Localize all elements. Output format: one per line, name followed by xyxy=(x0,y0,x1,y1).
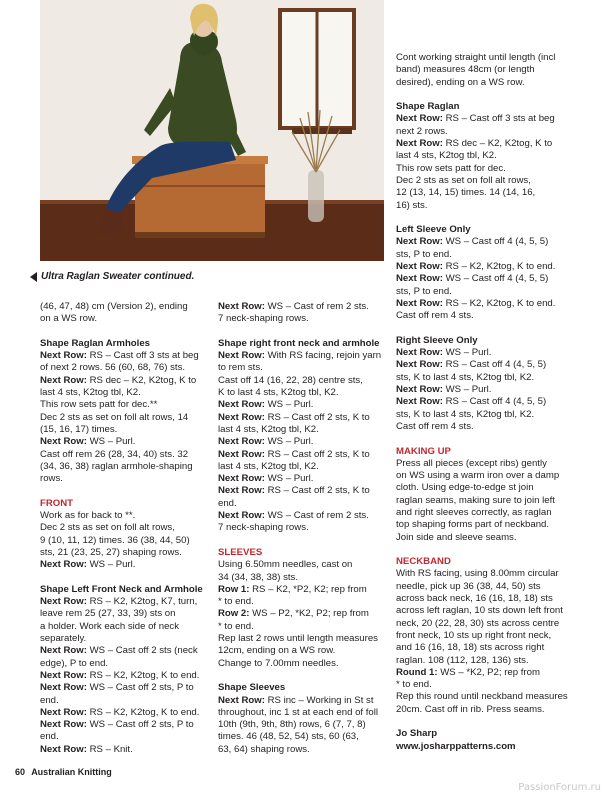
text-line xyxy=(218,350,390,362)
row-text: RS – Cast off 4 (4, 5, 5) xyxy=(442,359,547,371)
row-text: Dec 2 sts as set on foll alt rows, xyxy=(396,174,531,186)
row-text: a holder. Work each side of neck xyxy=(40,620,180,632)
row-text: 7 neck-shaping rows. xyxy=(218,522,309,534)
row-text: edge), P to end. xyxy=(40,657,109,669)
text-line xyxy=(218,424,390,436)
row-text: WS – Purl. xyxy=(264,436,314,448)
row-text: RS – Cast off 2 sts, K to xyxy=(264,448,370,460)
row-label: Next Row: xyxy=(396,138,443,150)
text-line xyxy=(40,436,212,448)
row-label: Row 1: xyxy=(218,583,250,595)
text-line xyxy=(396,507,576,519)
row-label: Next Row: xyxy=(40,669,87,681)
row-text: 63, 64) shaping rows. xyxy=(218,743,310,755)
row-text: WS – Cast off 4 (4, 5, 5) xyxy=(442,273,549,285)
section-heading: Left Sleeve Only xyxy=(396,224,471,236)
text-line xyxy=(40,375,212,387)
row-label: Next Row: xyxy=(218,350,265,362)
text-line xyxy=(218,596,390,608)
row-text: Press all pieces (except ribs) gently xyxy=(396,457,547,469)
text-line xyxy=(40,313,212,325)
row-text: WS – Cast off 2 sts (neck xyxy=(86,645,198,657)
text-line xyxy=(40,461,212,473)
row-text: (15, 16, 17) times. xyxy=(40,423,118,435)
row-text: Rep last 2 rows until length measures xyxy=(218,633,378,645)
text-line xyxy=(396,618,576,630)
row-text: RS – Knit. xyxy=(86,743,133,755)
row-text: Rep this round until neckband measures xyxy=(396,691,568,703)
text-line xyxy=(218,436,390,448)
row-label: Next Row: xyxy=(218,411,265,423)
row-text: last 4 sts, K2tog tbl, K2. xyxy=(396,150,497,162)
row-text: Work as for back to **. xyxy=(40,510,136,522)
section-heading: Shape Left Front Neck and Armhole xyxy=(40,583,203,595)
text-line xyxy=(40,522,212,534)
paragraph-gap xyxy=(396,323,576,335)
row-text: sts, 21 (23, 25, 27) shaping rows. xyxy=(40,546,182,558)
section-heading: Shape right front neck and armhole xyxy=(218,337,380,349)
paragraph-gap xyxy=(396,89,576,101)
row-text: Using 6.50mm needles, cast on xyxy=(218,559,353,571)
row-label: Next Row: xyxy=(396,297,443,309)
paragraph-gap xyxy=(396,433,576,445)
section-heading: www.josharppatterns.com xyxy=(396,740,516,752)
text-line xyxy=(396,593,576,605)
section-title: NECKBAND xyxy=(396,556,451,568)
text-line xyxy=(218,399,390,411)
row-text: raglan. 108 (112, 128, 136) sts. xyxy=(396,654,529,666)
row-text: end. xyxy=(218,497,237,509)
row-text: * to end. xyxy=(396,679,432,691)
text-line xyxy=(40,645,212,657)
row-text: 16) sts. xyxy=(396,199,428,211)
text-line xyxy=(396,372,576,384)
text-line xyxy=(40,473,212,485)
text-line xyxy=(396,347,576,359)
text-line xyxy=(40,387,212,399)
row-label: Next Row: xyxy=(396,347,443,359)
row-text: band) measures 48cm (or length xyxy=(396,64,535,76)
row-text: Cont working straight until length (incl xyxy=(396,52,556,63)
magazine-name: Australian Knitting xyxy=(31,767,112,777)
row-label: Next Row: xyxy=(396,261,443,273)
text-line xyxy=(396,236,576,248)
row-text: WS – Purl. xyxy=(442,347,492,359)
text-line xyxy=(40,596,212,608)
text-line xyxy=(396,175,576,187)
row-label: Round 1: xyxy=(396,666,438,678)
row-text: (46, 47, 48) cm (Version 2), ending xyxy=(40,301,188,312)
paragraph-gap xyxy=(40,485,212,497)
text-line xyxy=(218,301,390,313)
text-line xyxy=(218,695,390,707)
row-text: top shaping forms part of neckband. xyxy=(396,519,550,531)
text-line xyxy=(396,421,576,433)
text-line xyxy=(40,658,212,670)
text-line xyxy=(40,510,212,522)
row-text: (34, 36, 38) raglan armhole-shaping xyxy=(40,460,193,472)
row-text: 20cm. Cast off in rib. Press seams. xyxy=(396,703,545,715)
text-line xyxy=(218,572,390,584)
text-line xyxy=(218,633,390,645)
row-label: Next Row: xyxy=(218,694,265,706)
row-text: RS – Cast off 2 sts, K to xyxy=(264,411,370,423)
row-label: Next Row: xyxy=(40,596,87,608)
row-text: end. xyxy=(40,731,59,743)
row-text: WS – Purl. xyxy=(442,384,492,396)
row-text: WS – Cast of rem 2 sts. xyxy=(264,510,369,522)
row-text: on WS using a warm iron over a damp xyxy=(396,470,560,482)
row-text: sts, K to last 4 sts, K2tog tbl, K2. xyxy=(396,371,535,383)
row-text: RS – Cast off 3 sts at beg xyxy=(86,350,199,362)
section-title: FRONT xyxy=(40,497,74,509)
row-text: WS – *K2, P2; rep from xyxy=(437,666,540,678)
text-line xyxy=(396,679,576,691)
row-text: RS – K2, *P2, K2; rep from xyxy=(249,583,367,595)
text-line xyxy=(40,350,212,362)
row-label: Next Row: xyxy=(396,236,443,248)
row-text: next 2 rows. xyxy=(396,125,448,137)
hero-photo xyxy=(40,0,384,261)
row-text: This row sets patt for dec.** xyxy=(40,399,158,411)
row-text: RS dec – K2, K2tog, K to xyxy=(86,374,197,386)
text-line xyxy=(40,535,212,547)
text-line xyxy=(218,473,390,485)
text-line xyxy=(218,375,390,387)
row-text: raglan seams, making sure to join left xyxy=(396,494,555,506)
row-text: * to end. xyxy=(218,596,254,608)
row-text: times. 46 (48, 52, 54) sts, 60 (63, xyxy=(218,731,359,743)
text-line xyxy=(396,200,576,212)
text-line xyxy=(218,510,390,522)
text-line xyxy=(396,286,576,298)
text-line xyxy=(218,621,390,633)
row-label: Row 2: xyxy=(218,608,250,620)
text-line xyxy=(40,362,212,374)
section-title: SLEEVES xyxy=(218,546,263,558)
row-text: Cast off rem 4 sts. xyxy=(396,420,474,432)
row-label: Next Row: xyxy=(40,743,87,755)
row-text: Change to 7.00mm needles. xyxy=(218,657,339,669)
text-line xyxy=(40,399,212,411)
row-label: Next Row: xyxy=(218,510,265,522)
text-line xyxy=(40,449,212,461)
row-text: throughout, inc 1 st at each end of foll xyxy=(218,706,379,718)
row-text: 10th (9th, 9th, 8th) rows, 6 (7, 7, 8) xyxy=(218,719,366,731)
text-line xyxy=(40,301,212,313)
row-text: and right sleeves correctly, as raglan xyxy=(396,506,552,518)
row-text: RS – K2, K2tog, K to end. xyxy=(442,261,556,273)
paragraph-gap xyxy=(218,535,390,547)
text-line xyxy=(396,126,576,138)
row-text: sts, P to end. xyxy=(396,248,452,260)
text-line xyxy=(218,522,390,534)
text-line xyxy=(218,719,390,731)
row-text: to rem sts. xyxy=(218,362,263,374)
paragraph-gap xyxy=(218,670,390,682)
text-line xyxy=(396,64,576,76)
page-number: 60 xyxy=(15,767,26,777)
paragraph-gap xyxy=(40,326,212,338)
text-line xyxy=(396,704,576,716)
row-text: 7 neck-shaping rows. xyxy=(218,313,309,325)
row-text: WS – Purl. xyxy=(264,399,314,411)
text-line xyxy=(396,150,576,162)
row-label: Next Row: xyxy=(40,350,87,362)
text-line xyxy=(396,310,576,322)
text-line xyxy=(40,744,212,756)
photo-illustration xyxy=(40,0,384,261)
text-line xyxy=(218,387,390,399)
row-label: Next Row: xyxy=(396,273,443,285)
row-text: 12cm, ending on a WS row. xyxy=(218,645,336,657)
row-text: RS dec – K2, K2tog, K to xyxy=(442,138,553,150)
row-text: Cast off rem 4 sts. xyxy=(396,310,474,322)
text-line xyxy=(40,633,212,645)
paragraph-gap xyxy=(396,212,576,224)
paragraph-gap xyxy=(396,544,576,556)
row-label: Next Row: xyxy=(218,436,265,448)
text-line xyxy=(40,621,212,633)
row-text: WS – Cast off 4 (4, 5, 5) xyxy=(442,236,549,248)
row-text: Cast off rem 26 (28, 34, 40) sts. 32 xyxy=(40,448,189,460)
text-line xyxy=(40,731,212,743)
row-text: WS – Cast off 2 sts, P to xyxy=(86,682,194,694)
text-line xyxy=(396,568,576,580)
text-line xyxy=(396,273,576,285)
row-label: Next Row: xyxy=(396,396,443,408)
row-text: This row sets patt for dec. xyxy=(396,162,506,174)
text-line xyxy=(40,424,212,436)
row-text: rows. xyxy=(40,473,63,485)
row-text: 34 (34, 38, 38) sts. xyxy=(218,571,298,583)
row-text: front neck, 10 sts up right front neck, xyxy=(396,629,552,641)
row-text: * to end. xyxy=(218,620,254,632)
row-label: Next Row: xyxy=(40,559,87,571)
text-line xyxy=(218,313,390,325)
text-line xyxy=(218,707,390,719)
row-text: RS inc – Working in St st xyxy=(264,694,374,706)
text-line xyxy=(396,77,576,89)
row-text: RS – Cast off 4 (4, 5, 5) xyxy=(442,396,547,408)
row-text: RS – Cast off 3 sts at beg xyxy=(442,113,555,125)
paragraph-gap xyxy=(396,716,576,728)
text-line xyxy=(396,138,576,150)
row-text: of next 2 rows. 56 (60, 68, 76) sts. xyxy=(40,362,186,374)
text-line xyxy=(396,642,576,654)
row-text: desired), ending on a WS row. xyxy=(396,76,525,88)
text-line xyxy=(40,547,212,559)
row-label: Next Row: xyxy=(218,399,265,411)
text-line xyxy=(218,645,390,657)
row-text: end. xyxy=(40,694,59,706)
text-line xyxy=(396,384,576,396)
row-label: Next Row: xyxy=(40,682,87,694)
row-label: Next Row: xyxy=(218,473,265,485)
caption-arrow-icon xyxy=(30,272,37,282)
text-line xyxy=(396,359,576,371)
row-text: 9 (10, 11, 12) times. 36 (38, 44, 50) xyxy=(40,534,190,546)
row-text: needle, pick up 36 (38, 44, 50) sts xyxy=(396,580,541,592)
row-label: Next Row: xyxy=(218,485,265,497)
row-text: cloth. Using edge-to-edge st join xyxy=(396,482,534,494)
row-text: With RS facing, using 8.00mm circular xyxy=(396,568,559,580)
text-line xyxy=(396,163,576,175)
text-line xyxy=(396,630,576,642)
row-text: WS – P2, *K2, P2; rep from xyxy=(249,608,369,620)
row-label: Next Row: xyxy=(396,113,443,125)
row-text: last 4 sts, K2tog tbl, K2. xyxy=(218,423,319,435)
row-text: Dec 2 sts as set on foll alt rows, 14 xyxy=(40,411,189,423)
text-line xyxy=(396,667,576,679)
text-line xyxy=(396,52,576,64)
text-line xyxy=(396,187,576,199)
row-label: Next Row: xyxy=(40,436,87,448)
row-text: WS – Purl. xyxy=(86,559,136,571)
page-footer xyxy=(15,767,112,777)
text-line xyxy=(396,691,576,703)
section-heading: Shape Raglan Armholes xyxy=(40,337,150,349)
row-text: K to last 4 sts, K2tog tbl, K2. xyxy=(218,387,339,399)
text-line xyxy=(40,412,212,424)
text-line xyxy=(40,559,212,571)
text-line xyxy=(218,485,390,497)
row-text: across left raglan, 10 sts down left front xyxy=(396,605,563,617)
text-line xyxy=(40,670,212,682)
section-heading: Right Sleeve Only xyxy=(396,334,478,346)
text-line xyxy=(396,298,576,310)
text-line xyxy=(396,470,576,482)
text-line xyxy=(218,412,390,424)
row-text: and 16 (16, 18, 18) sts across right xyxy=(396,642,545,654)
text-line xyxy=(396,249,576,261)
row-label: Next Row: xyxy=(396,359,443,371)
caption-text: Ultra Raglan Sweater continued. xyxy=(41,271,195,282)
text-line xyxy=(40,695,212,707)
row-text: last 4 sts, K2tog tbl, K2. xyxy=(40,387,141,399)
text-line xyxy=(396,261,576,273)
row-label: Next Row: xyxy=(40,374,87,386)
row-text: RS – K2, K2tog, K7, turn, xyxy=(86,596,198,608)
text-line xyxy=(396,409,576,421)
row-text: WS – Purl. xyxy=(86,436,136,448)
row-text: RS – K2, K2tog, K to end. xyxy=(86,706,200,718)
row-text: RS – K2, K2tog, K to end. xyxy=(86,669,200,681)
text-line xyxy=(40,707,212,719)
text-line xyxy=(218,608,390,620)
row-text: across back neck, 16 (16, 18, 18) sts xyxy=(396,593,553,605)
section-heading: Shape Sleeves xyxy=(218,682,286,694)
text-line xyxy=(218,461,390,473)
paragraph-gap xyxy=(40,572,212,584)
text-line xyxy=(40,682,212,694)
text-line xyxy=(396,458,576,470)
text-line xyxy=(396,482,576,494)
text-line xyxy=(218,584,390,596)
row-label: Next Row: xyxy=(40,706,87,718)
text-line xyxy=(40,719,212,731)
section-heading: Shape Raglan xyxy=(396,101,460,113)
text-line xyxy=(396,113,576,125)
text-line xyxy=(396,581,576,593)
column-1 xyxy=(40,301,212,756)
row-text: 12 (13, 14, 15) times. 14 (14, 16, xyxy=(396,187,536,199)
watermark: PassionForum.ru xyxy=(518,782,601,793)
row-text: last 4 sts, K2tog tbl, K2. xyxy=(218,460,319,472)
text-line xyxy=(218,731,390,743)
row-text: Cast off 14 (16, 22, 28) centre sts, xyxy=(218,374,363,386)
column-2 xyxy=(218,301,390,756)
row-text: Dec 2 sts as set on foll alt rows, xyxy=(40,522,175,534)
text-line xyxy=(396,655,576,667)
text-line xyxy=(218,449,390,461)
photo-caption xyxy=(30,271,194,282)
text-line xyxy=(396,495,576,507)
row-label: Next Row: xyxy=(218,301,265,312)
text-line xyxy=(396,532,576,544)
text-line xyxy=(218,658,390,670)
text-line xyxy=(396,605,576,617)
row-text: WS – Purl. xyxy=(264,473,314,485)
row-text: neck, 20 (22, 28, 30) sts across centre xyxy=(396,617,560,629)
row-text: sts, K to last 4 sts, K2tog tbl, K2. xyxy=(396,408,535,420)
text-line xyxy=(218,498,390,510)
row-label: Next Row: xyxy=(218,448,265,460)
row-label: Next Row: xyxy=(40,719,87,731)
row-text: separately. xyxy=(40,633,87,645)
text-line xyxy=(40,608,212,620)
text-line xyxy=(396,519,576,531)
row-text: leave rem 25 (27, 33, 39) sts on xyxy=(40,608,176,620)
row-label: Next Row: xyxy=(40,645,87,657)
row-text: on a WS row. xyxy=(40,313,98,325)
text-line xyxy=(218,559,390,571)
text-line xyxy=(218,362,390,374)
row-text: RS – K2, K2tog, K to end. xyxy=(442,297,556,309)
text-line xyxy=(396,396,576,408)
row-text: WS – Cast of rem 2 sts. xyxy=(264,301,369,312)
text-line xyxy=(218,744,390,756)
row-text: sts, P to end. xyxy=(396,285,452,297)
section-heading: Jo Sharp xyxy=(396,728,438,740)
row-text: RS – Cast off 2 sts, K to xyxy=(264,485,370,497)
column-3 xyxy=(396,52,576,753)
row-text: With RS facing, rejoin yarn xyxy=(264,350,382,362)
row-text: Join side and sleeve seams. xyxy=(396,531,517,543)
section-title: MAKING UP xyxy=(396,445,451,457)
row-label: Next Row: xyxy=(396,384,443,396)
paragraph-gap xyxy=(218,326,390,338)
row-text: WS – Cast off 2 sts, P to xyxy=(86,719,194,731)
